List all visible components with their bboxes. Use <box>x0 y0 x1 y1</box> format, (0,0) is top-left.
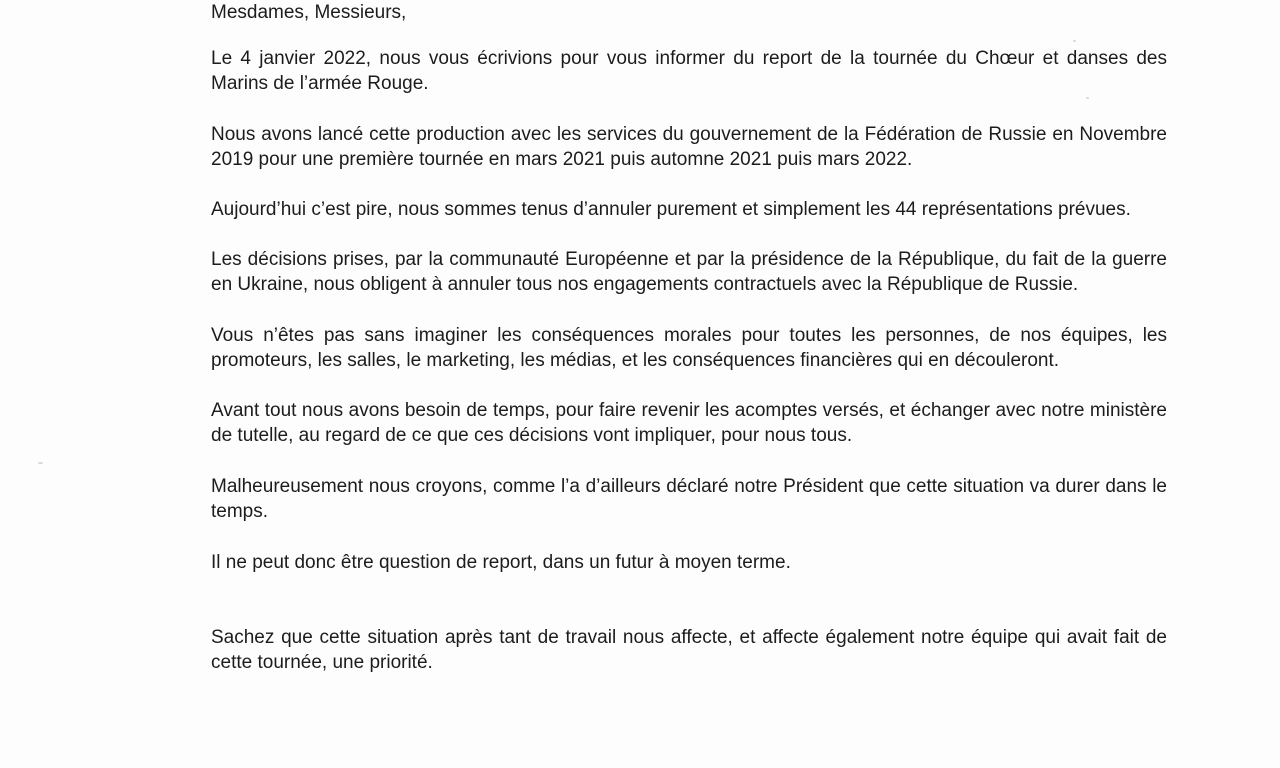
letter-body <box>211 0 1167 675</box>
paragraph-production: Nous avons lancé cette production avec les services du gouvernement de la Fédération de Russie en Novembre 2019 pour une première tournée en mars 2021 puis automne 2021 puis mars 2022. <box>211 124 1167 170</box>
paragraph-report-tour: Le 4 janvier 2022, nous vous écrivions pour vous informer du report de la tournée du Chœur et danses des Marins de l’armée Rouge. <box>211 48 1167 94</box>
paragraph-no-report: Il ne peut donc être question de report, dans un futur à moyen terme. <box>211 552 791 573</box>
paragraph-need-time: Avant tout nous avons besoin de temps, pour faire revenir les acomptes versés, et échanger avec notre ministère de tutelle, au regard de ce que ces décisions vont impliquer, pour nous tous. <box>211 400 1167 446</box>
paragraph-decisions: Les décisions prises, par la communauté Européenne et par la présidence de la République, du fait de la guerre en Ukraine, nous obligent à annuler tous nos engagements contractuels avec la République de Russie. <box>211 249 1167 295</box>
paragraph-duration: Malheureusement nous croyons, comme l’a d’ailleurs déclaré notre Président que cette situation va durer dans le temps. <box>211 476 1167 522</box>
salutation: Mesdames, Messieurs, <box>211 2 407 23</box>
scan-speck <box>38 462 43 464</box>
paragraph-affected: Sachez que cette situation après tant de travail nous affecte, et affecte également notre équipe qui avait fait de cette tournée, une priorité. <box>211 627 1167 673</box>
paragraph-consequences: Vous n’êtes pas sans imaginer les conséquences morales pour toutes les personnes, de nos équipes, les promoteurs, les salles, le marketing, les médias, et les conséquences financières qui en découleront. <box>211 325 1167 371</box>
paragraph-cancellation: Aujourd’hui c’est pire, nous sommes tenus d’annuler purement et simplement les 44 représentations prévues. <box>211 199 1131 220</box>
